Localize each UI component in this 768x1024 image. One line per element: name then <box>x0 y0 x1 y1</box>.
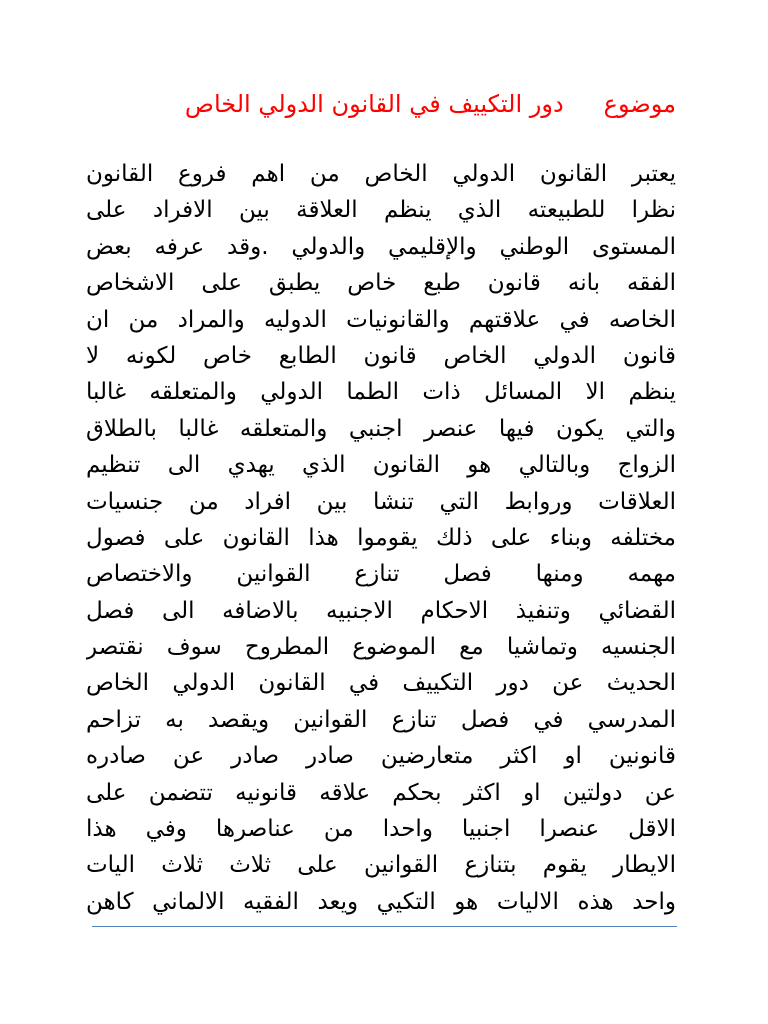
body-line: مختلفه وبناء على ذلك يقوموا هذا القانون على فصول <box>86 524 676 551</box>
body-line: المستوى الوطني والإقليمي والدولي .وقد عرفه بعض <box>86 233 676 260</box>
body-line: والتي يكون فيها عنصر اجنبي والمتعلقه غالبا بالطلاق <box>86 415 676 442</box>
body-line: الحديث عن دور التكييف في القانون الدولي الخاص <box>86 670 676 697</box>
body-line: الفقه بانه قانون طبع خاص يطبق على الاشخاص <box>86 270 676 297</box>
body-line: واحد هذه الاليات هو التكيي ويعد الفقيه الالماني كاهن <box>86 888 676 915</box>
footer-rule <box>92 926 677 927</box>
body-line: مهمه ومنها فصل تنازع القوانين والاختصاص <box>86 561 676 588</box>
document-body <box>86 156 676 920</box>
body-line: نظرا للطبيعته الذي ينظم العلاقة بين الافراد على <box>86 197 676 224</box>
body-line: يعتبر القانون الدولي الخاص من اهم فروع القانون <box>86 161 676 187</box>
body-line: القضائي وتنفيذ الاحكام الاجنبيه بالاضافه الى فصل <box>86 597 676 624</box>
body-line: قانونين او اكثر متعارضين صادر صادر عن صادره <box>86 743 676 770</box>
title-text: دور التكييف في القانون الدولي الخاص <box>184 90 564 118</box>
body-line: الاقل عنصرا اجنبيا واحدا من عناصرها وفي هذا <box>86 816 676 843</box>
body-line: العلاقات وروابط التي تنشا بين افراد من جنسيات <box>86 488 676 515</box>
document-title <box>76 86 676 122</box>
body-line: ينظم الا المسائل ذات الطما الدولي والمتعلقه غالبا <box>86 379 676 406</box>
body-line: المدرسي في فصل تنازع القوانين ويقصد به تزاحم <box>86 706 676 733</box>
body-line: الزواج وبالتالي هو القانون الذي يهدي الى تنظيم <box>86 452 676 479</box>
title-label: موضوع <box>603 90 676 118</box>
body-line: عن دولتين او اكثر بحكم علاقه قانونيه تتضمن على <box>86 779 676 806</box>
body-line: قانون الدولي الخاص قانون الطابع خاص لكونه لا <box>86 342 676 369</box>
body-line: الخاصه في علاقتهم والقانونيات الدوليه والمراد من ان <box>86 306 676 333</box>
body-line: الجنسيه وتماشيا مع الموضوع المطروح سوف نقتصر <box>86 634 676 661</box>
body-line: الايطار يقوم بتنازع القوانين على ثلاث ثلاث اليات <box>86 852 676 879</box>
